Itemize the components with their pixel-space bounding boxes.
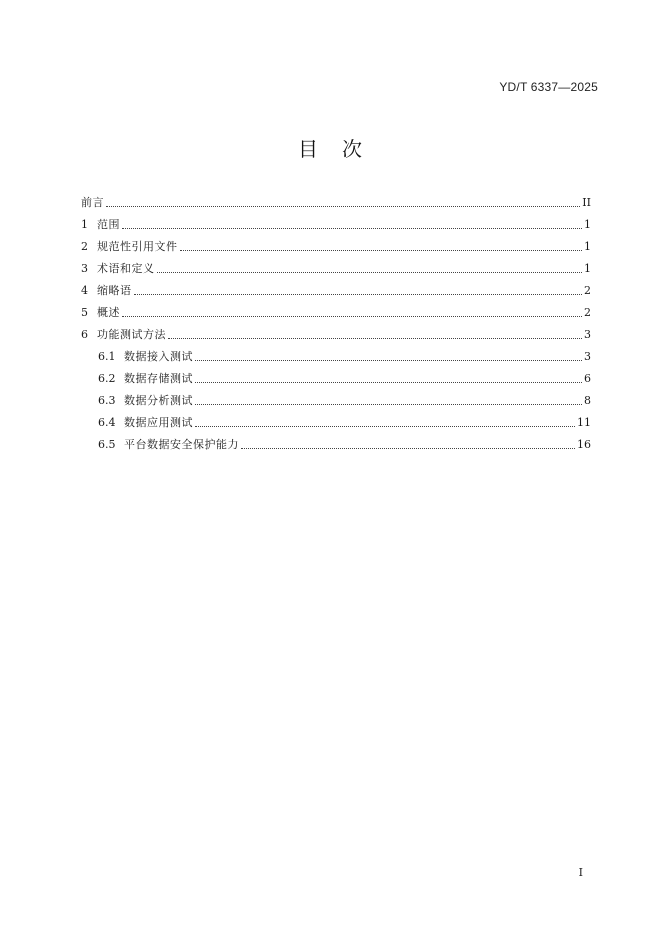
dot-leader: [134, 294, 583, 295]
dot-leader: [195, 382, 582, 383]
toc-section-number: 6.1: [98, 350, 116, 363]
toc-entry-2[interactable]: [81, 232, 591, 254]
toc-page-number: 8: [584, 394, 591, 407]
toc-label: 数据应用测试: [124, 416, 193, 429]
toc-section-number: 6: [81, 328, 88, 341]
toc-section-number: 6.2: [98, 372, 116, 385]
toc-page-number: 1: [584, 218, 591, 231]
toc-section-number: 6.3: [98, 394, 116, 407]
toc-section-number: 5: [81, 306, 88, 319]
toc-entry-6-4[interactable]: [81, 408, 591, 430]
toc-label: 规范性引用文件: [97, 240, 178, 253]
toc-label: 前言: [81, 196, 104, 209]
toc-page-number: II: [582, 196, 591, 209]
toc-page-number: 2: [584, 306, 591, 319]
toc-section-number: 6.4: [98, 416, 116, 429]
toc-label: 数据分析测试: [124, 394, 193, 407]
toc-entry-foreword[interactable]: [81, 188, 591, 210]
toc-page-number: 1: [584, 240, 591, 253]
dot-leader: [241, 448, 575, 449]
document-code: YD/T 6337—2025: [499, 80, 598, 94]
toc-label: 数据存储测试: [124, 372, 193, 385]
toc-entry-1[interactable]: [81, 210, 591, 232]
page-title: 目 次: [298, 137, 364, 161]
toc-page-number: 1: [584, 262, 591, 275]
toc-label: 数据接入测试: [124, 350, 193, 363]
table-of-contents: [81, 188, 591, 452]
toc-label: 平台数据安全保护能力: [124, 438, 239, 451]
toc-entry-6[interactable]: [81, 320, 591, 342]
toc-page-number: 6: [584, 372, 591, 385]
toc-entry-6-5[interactable]: [81, 430, 591, 452]
dot-leader: [195, 404, 582, 405]
toc-entry-4[interactable]: [81, 276, 591, 298]
toc-section-number: 4: [81, 284, 88, 297]
toc-section-number: 2: [81, 240, 88, 253]
toc-label: 术语和定义: [97, 262, 155, 275]
toc-page-number: 11: [577, 416, 591, 429]
dot-leader: [195, 426, 575, 427]
toc-label: 概述: [97, 306, 120, 319]
toc-entry-6-1[interactable]: [81, 342, 591, 364]
toc-entry-6-2[interactable]: [81, 364, 591, 386]
dot-leader: [157, 272, 583, 273]
toc-label: 功能测试方法: [97, 328, 166, 341]
toc-entry-5[interactable]: [81, 298, 591, 320]
toc-entry-6-3[interactable]: [81, 386, 591, 408]
toc-label: 缩略语: [97, 284, 132, 297]
dot-leader: [180, 250, 583, 251]
toc-section-number: 6.5: [98, 438, 116, 451]
toc-section-number: 1: [81, 218, 88, 231]
dot-leader: [122, 228, 582, 229]
dot-leader: [106, 206, 580, 207]
toc-section-number: 3: [81, 262, 88, 275]
toc-page-number: 3: [584, 328, 591, 341]
dot-leader: [195, 360, 582, 361]
toc-page-number: 3: [584, 350, 591, 363]
toc-entry-3[interactable]: [81, 254, 591, 276]
page-number: I: [578, 866, 583, 879]
dot-leader: [168, 338, 582, 339]
toc-label: 范围: [97, 218, 120, 231]
toc-page-number: 2: [584, 284, 591, 297]
dot-leader: [122, 316, 582, 317]
toc-page-number: 16: [577, 438, 591, 451]
